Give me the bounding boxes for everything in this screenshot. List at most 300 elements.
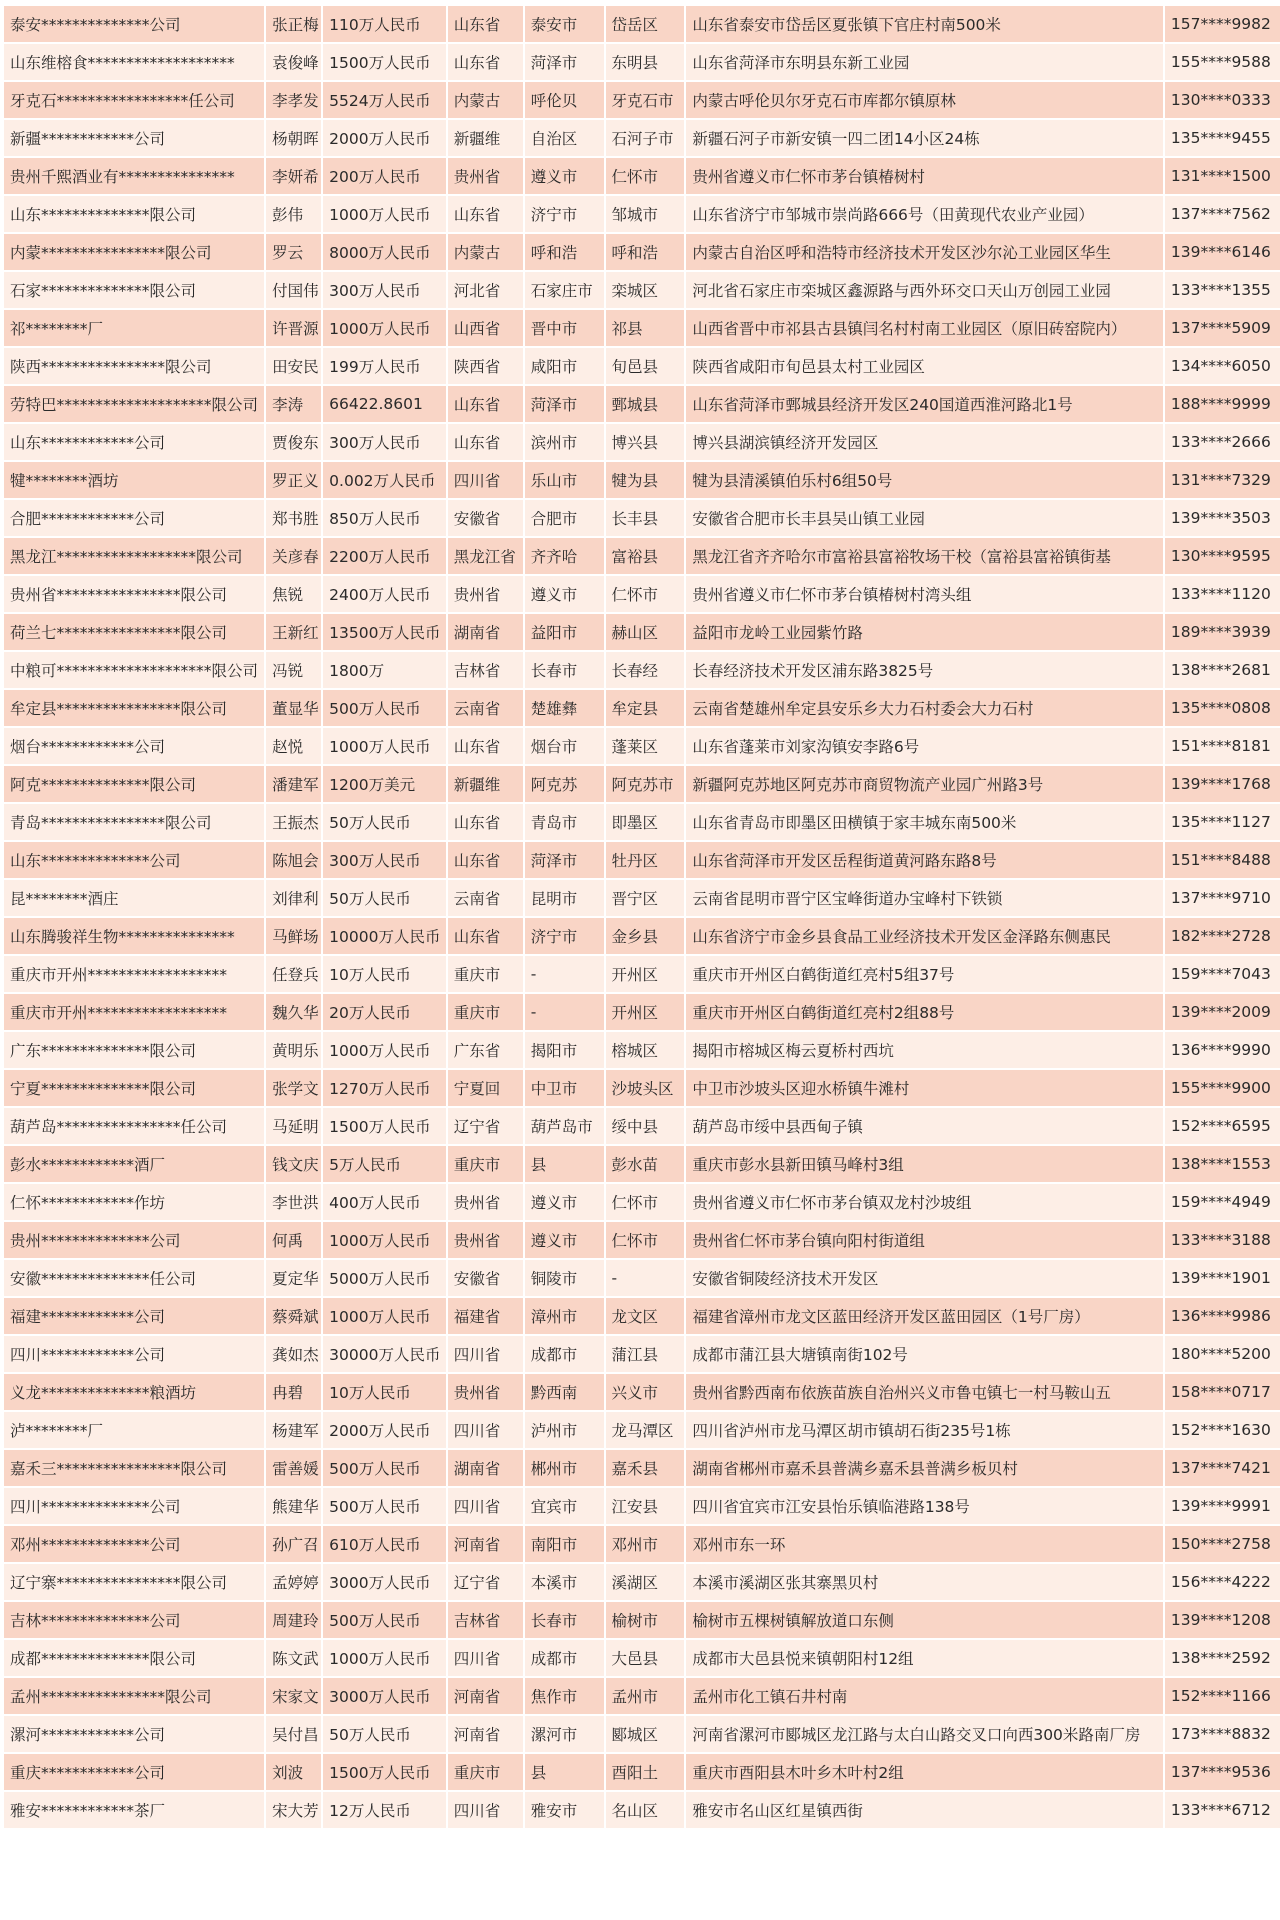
province-cell[interactable]: 重庆市 [448,1754,523,1790]
province-cell[interactable]: 山东省 [448,6,523,42]
province-cell[interactable]: 山西省 [448,310,523,346]
city-cell[interactable]: 县 [525,1754,604,1790]
province-cell[interactable]: 云南省 [448,880,523,916]
phone-cell[interactable]: 139****1208 [1165,1602,1280,1638]
legal-representative-cell[interactable]: 付国伟 [266,272,321,308]
registered-capital-cell[interactable]: 10000万人民币 [323,918,446,954]
province-cell[interactable]: 山东省 [448,842,523,878]
legal-representative-cell[interactable]: 任登兵 [266,956,321,992]
company-name-cell[interactable]: 雅安************茶厂 [4,1792,264,1828]
registered-capital-cell[interactable]: 1500万人民币 [323,1108,446,1144]
province-cell[interactable]: 福建省 [448,1298,523,1334]
legal-representative-cell[interactable]: 陈旭会 [266,842,321,878]
phone-cell[interactable]: 137****9710 [1165,880,1280,916]
registered-capital-cell[interactable]: 1000万人民币 [323,1640,446,1676]
legal-representative-cell[interactable]: 周建玲 [266,1602,321,1638]
legal-representative-cell[interactable]: 杨朝晖 [266,120,321,156]
address-cell[interactable]: 揭阳市榕城区梅云夏桥村西坑 [686,1032,1163,1068]
legal-representative-cell[interactable]: 李世洪 [266,1184,321,1220]
city-cell[interactable]: 泸州市 [525,1412,604,1448]
district-cell[interactable]: 牟定县 [606,690,685,726]
district-cell[interactable]: 岱岳区 [606,6,685,42]
province-cell[interactable]: 云南省 [448,690,523,726]
legal-representative-cell[interactable]: 宋家文 [266,1678,321,1714]
table-row[interactable] [4,1222,1280,1258]
province-cell[interactable]: 辽宁省 [448,1108,523,1144]
legal-representative-cell[interactable]: 关彦春 [266,538,321,574]
phone-cell[interactable]: 139****9991 [1165,1488,1280,1524]
registered-capital-cell[interactable]: 300万人民币 [323,272,446,308]
city-cell[interactable]: 自治区 [525,120,604,156]
table-row[interactable] [4,1564,1280,1600]
city-cell[interactable]: 益阳市 [525,614,604,650]
company-name-cell[interactable]: 福建************公司 [4,1298,264,1334]
district-cell[interactable]: 大邑县 [606,1640,685,1676]
company-name-cell[interactable]: 牟定县****************限公司 [4,690,264,726]
city-cell[interactable]: 南阳市 [525,1526,604,1562]
legal-representative-cell[interactable]: 雷善媛 [266,1450,321,1486]
table-row[interactable] [4,842,1280,878]
table-row[interactable] [4,1374,1280,1410]
legal-representative-cell[interactable]: 潘建军 [266,766,321,802]
legal-representative-cell[interactable]: 蔡舜斌 [266,1298,321,1334]
city-cell[interactable]: 菏泽市 [525,386,604,422]
company-name-cell[interactable]: 犍********酒坊 [4,462,264,498]
phone-cell[interactable]: 138****1553 [1165,1146,1280,1182]
phone-cell[interactable]: 152****1630 [1165,1412,1280,1448]
company-name-cell[interactable]: 石家**************限公司 [4,272,264,308]
city-cell[interactable]: 咸阳市 [525,348,604,384]
phone-cell[interactable]: 155****9900 [1165,1070,1280,1106]
registered-capital-cell[interactable]: 500万人民币 [323,1450,446,1486]
phone-cell[interactable]: 189****3939 [1165,614,1280,650]
phone-cell[interactable]: 152****6595 [1165,1108,1280,1144]
province-cell[interactable]: 吉林省 [448,652,523,688]
city-cell[interactable]: 长春市 [525,1602,604,1638]
table-row[interactable] [4,994,1280,1030]
city-cell[interactable]: 昆明市 [525,880,604,916]
address-cell[interactable]: 福建省漳州市龙文区蓝田经济开发区蓝田园区（1号厂房） [686,1298,1163,1334]
address-cell[interactable]: 安徽省铜陵经济技术开发区 [686,1260,1163,1296]
company-name-cell[interactable]: 青岛****************限公司 [4,804,264,840]
legal-representative-cell[interactable]: 孟婷婷 [266,1564,321,1600]
address-cell[interactable]: 新疆阿克苏地区阿克苏市商贸物流产业园广州路3号 [686,766,1163,802]
address-cell[interactable]: 山东省泰安市岱岳区夏张镇下官庄村南500米 [686,6,1163,42]
district-cell[interactable]: 长春经 [606,652,685,688]
legal-representative-cell[interactable]: 冯锐 [266,652,321,688]
company-name-cell[interactable]: 贵州**************公司 [4,1222,264,1258]
legal-representative-cell[interactable]: 袁俊峰 [266,44,321,80]
table-row[interactable] [4,6,1280,42]
company-name-cell[interactable]: 黑龙江******************限公司 [4,538,264,574]
registered-capital-cell[interactable]: 8000万人民币 [323,234,446,270]
table-row[interactable] [4,766,1280,802]
registered-capital-cell[interactable]: 5000万人民币 [323,1260,446,1296]
district-cell[interactable]: 酉阳土 [606,1754,685,1790]
legal-representative-cell[interactable]: 熊建华 [266,1488,321,1524]
city-cell[interactable]: 漳州市 [525,1298,604,1334]
district-cell[interactable]: 嘉禾县 [606,1450,685,1486]
table-row[interactable] [4,310,1280,346]
registered-capital-cell[interactable]: 1200万美元 [323,766,446,802]
city-cell[interactable]: 合肥市 [525,500,604,536]
legal-representative-cell[interactable]: 马鲜场 [266,918,321,954]
phone-cell[interactable]: 137****9536 [1165,1754,1280,1790]
company-name-cell[interactable]: 烟台************公司 [4,728,264,764]
city-cell[interactable]: - [525,994,604,1030]
legal-representative-cell[interactable]: 董显华 [266,690,321,726]
phone-cell[interactable]: 138****2681 [1165,652,1280,688]
registered-capital-cell[interactable]: 1000万人民币 [323,1222,446,1258]
company-name-cell[interactable]: 辽宁寨****************限公司 [4,1564,264,1600]
district-cell[interactable]: 溪湖区 [606,1564,685,1600]
district-cell[interactable]: 开州区 [606,994,685,1030]
legal-representative-cell[interactable]: 李孝发 [266,82,321,118]
table-row[interactable] [4,272,1280,308]
table-row[interactable] [4,1526,1280,1562]
address-cell[interactable]: 重庆市酉阳县木叶乡木叶村2组 [686,1754,1163,1790]
table-row[interactable] [4,1412,1280,1448]
company-name-cell[interactable]: 山东腾骏祥生物*************** [4,918,264,954]
district-cell[interactable]: 蓬莱区 [606,728,685,764]
city-cell[interactable]: 铜陵市 [525,1260,604,1296]
city-cell[interactable]: 漯河市 [525,1716,604,1752]
province-cell[interactable]: 内蒙古 [448,234,523,270]
registered-capital-cell[interactable]: 1500万人民币 [323,44,446,80]
address-cell[interactable]: 安徽省合肥市长丰县吴山镇工业园 [686,500,1163,536]
city-cell[interactable]: 县 [525,1146,604,1182]
company-name-cell[interactable]: 山东维榕食******************* [4,44,264,80]
district-cell[interactable]: 开州区 [606,956,685,992]
registered-capital-cell[interactable]: 850万人民币 [323,500,446,536]
phone-cell[interactable]: 188****9999 [1165,386,1280,422]
table-row[interactable] [4,1754,1280,1790]
company-name-cell[interactable]: 孟州****************限公司 [4,1678,264,1714]
address-cell[interactable]: 中卫市沙坡头区迎水桥镇牛滩村 [686,1070,1163,1106]
registered-capital-cell[interactable]: 5524万人民币 [323,82,446,118]
registered-capital-cell[interactable]: 1500万人民币 [323,1754,446,1790]
company-name-cell[interactable]: 泰安**************公司 [4,6,264,42]
city-cell[interactable]: - [525,956,604,992]
address-cell[interactable]: 云南省昆明市晋宁区宝峰街道办宝峰村下铁锁 [686,880,1163,916]
company-name-cell[interactable]: 劳特巴********************限公司 [4,386,264,422]
phone-cell[interactable]: 150****2758 [1165,1526,1280,1562]
registered-capital-cell[interactable]: 500万人民币 [323,1602,446,1638]
company-name-cell[interactable]: 牙克石*****************任公司 [4,82,264,118]
address-cell[interactable]: 山东省菏泽市开发区岳程街道黄河路东路8号 [686,842,1163,878]
registered-capital-cell[interactable]: 2400万人民币 [323,576,446,612]
city-cell[interactable]: 济宁市 [525,196,604,232]
province-cell[interactable]: 重庆市 [448,1146,523,1182]
registered-capital-cell[interactable]: 610万人民币 [323,1526,446,1562]
address-cell[interactable]: 贵州省遵义市仁怀市茅台镇椿树村 [686,158,1163,194]
table-row[interactable] [4,690,1280,726]
province-cell[interactable]: 新疆维 [448,120,523,156]
registered-capital-cell[interactable]: 10万人民币 [323,1374,446,1410]
company-name-cell[interactable]: 安徽**************任公司 [4,1260,264,1296]
district-cell[interactable]: 祁县 [606,310,685,346]
registered-capital-cell[interactable]: 50万人民币 [323,880,446,916]
legal-representative-cell[interactable]: 田安民 [266,348,321,384]
city-cell[interactable]: 石家庄市 [525,272,604,308]
city-cell[interactable]: 楚雄彝 [525,690,604,726]
address-cell[interactable]: 葫芦岛市绥中县西甸子镇 [686,1108,1163,1144]
registered-capital-cell[interactable]: 2200万人民币 [323,538,446,574]
company-name-cell[interactable]: 新疆************公司 [4,120,264,156]
registered-capital-cell[interactable]: 50万人民币 [323,804,446,840]
registered-capital-cell[interactable]: 300万人民币 [323,842,446,878]
table-row[interactable] [4,538,1280,574]
district-cell[interactable]: 富裕县 [606,538,685,574]
company-name-cell[interactable]: 重庆************公司 [4,1754,264,1790]
table-row[interactable] [4,348,1280,384]
province-cell[interactable]: 山东省 [448,728,523,764]
district-cell[interactable]: 邓州市 [606,1526,685,1562]
address-cell[interactable]: 榆树市五棵树镇解放道口东侧 [686,1602,1163,1638]
district-cell[interactable]: 龙文区 [606,1298,685,1334]
province-cell[interactable]: 四川省 [448,1412,523,1448]
phone-cell[interactable]: 131****7329 [1165,462,1280,498]
phone-cell[interactable]: 135****1127 [1165,804,1280,840]
city-cell[interactable]: 烟台市 [525,728,604,764]
province-cell[interactable]: 辽宁省 [448,1564,523,1600]
phone-cell[interactable]: 182****2728 [1165,918,1280,954]
address-cell[interactable]: 雅安市名山区红星镇西街 [686,1792,1163,1828]
legal-representative-cell[interactable]: 夏定华 [266,1260,321,1296]
city-cell[interactable]: 郴州市 [525,1450,604,1486]
phone-cell[interactable]: 133****2666 [1165,424,1280,460]
province-cell[interactable]: 新疆维 [448,766,523,802]
registered-capital-cell[interactable]: 66422.8601 [323,386,446,422]
district-cell[interactable]: 博兴县 [606,424,685,460]
district-cell[interactable]: 龙马潭区 [606,1412,685,1448]
legal-representative-cell[interactable]: 李涛 [266,386,321,422]
phone-cell[interactable]: 139****1768 [1165,766,1280,802]
registered-capital-cell[interactable]: 13500万人民币 [323,614,446,650]
province-cell[interactable]: 山东省 [448,386,523,422]
province-cell[interactable]: 四川省 [448,1640,523,1676]
province-cell[interactable]: 河南省 [448,1716,523,1752]
phone-cell[interactable]: 133****3188 [1165,1222,1280,1258]
phone-cell[interactable]: 136****9986 [1165,1298,1280,1334]
city-cell[interactable]: 成都市 [525,1640,604,1676]
table-row[interactable] [4,918,1280,954]
province-cell[interactable]: 贵州省 [448,1184,523,1220]
company-name-cell[interactable]: 泸********厂 [4,1412,264,1448]
district-cell[interactable]: 呼和浩 [606,234,685,270]
table-row[interactable] [4,1298,1280,1334]
address-cell[interactable]: 重庆市彭水县新田镇马峰村3组 [686,1146,1163,1182]
phone-cell[interactable]: 130****0333 [1165,82,1280,118]
legal-representative-cell[interactable]: 何禹 [266,1222,321,1258]
city-cell[interactable]: 黔西南 [525,1374,604,1410]
province-cell[interactable]: 宁夏回 [448,1070,523,1106]
table-row[interactable] [4,1070,1280,1106]
province-cell[interactable]: 内蒙古 [448,82,523,118]
table-row[interactable] [4,614,1280,650]
phone-cell[interactable]: 156****4222 [1165,1564,1280,1600]
company-name-cell[interactable]: 山东**************限公司 [4,196,264,232]
district-cell[interactable]: 旬邑县 [606,348,685,384]
registered-capital-cell[interactable]: 0.002万人民币 [323,462,446,498]
address-cell[interactable]: 犍为县清溪镇伯乐村6组50号 [686,462,1163,498]
phone-cell[interactable]: 180****5200 [1165,1336,1280,1372]
district-cell[interactable]: 绥中县 [606,1108,685,1144]
city-cell[interactable]: 成都市 [525,1336,604,1372]
city-cell[interactable]: 葫芦岛市 [525,1108,604,1144]
address-cell[interactable]: 本溪市溪湖区张其寨黑贝村 [686,1564,1163,1600]
phone-cell[interactable]: 155****9588 [1165,44,1280,80]
company-name-cell[interactable]: 祁********厂 [4,310,264,346]
legal-representative-cell[interactable]: 黄明乐 [266,1032,321,1068]
province-cell[interactable]: 山东省 [448,196,523,232]
company-name-cell[interactable]: 重庆市开州****************** [4,956,264,992]
address-cell[interactable]: 四川省泸州市龙马潭区胡市镇胡石街235号1栋 [686,1412,1163,1448]
address-cell[interactable]: 河南省漯河市郾城区龙江路与太白山路交叉口向西300米路南厂房 [686,1716,1163,1752]
company-name-cell[interactable]: 邓州**************公司 [4,1526,264,1562]
province-cell[interactable]: 河南省 [448,1678,523,1714]
district-cell[interactable]: 江安县 [606,1488,685,1524]
city-cell[interactable]: 菏泽市 [525,842,604,878]
address-cell[interactable]: 新疆石河子市新安镇一四二团14小区24栋 [686,120,1163,156]
address-cell[interactable]: 湖南省郴州市嘉禾县普满乡嘉禾县普满乡板贝村 [686,1450,1163,1486]
district-cell[interactable]: 仁怀市 [606,576,685,612]
legal-representative-cell[interactable]: 马延明 [266,1108,321,1144]
registered-capital-cell[interactable]: 1000万人民币 [323,1032,446,1068]
table-row[interactable] [4,1640,1280,1676]
province-cell[interactable]: 河北省 [448,272,523,308]
phone-cell[interactable]: 134****6050 [1165,348,1280,384]
table-row[interactable] [4,462,1280,498]
province-cell[interactable]: 湖南省 [448,1450,523,1486]
phone-cell[interactable]: 159****4949 [1165,1184,1280,1220]
district-cell[interactable]: 即墨区 [606,804,685,840]
address-cell[interactable]: 山东省菏泽市东明县东新工业园 [686,44,1163,80]
legal-representative-cell[interactable]: 宋大芳 [266,1792,321,1828]
district-cell[interactable]: 东明县 [606,44,685,80]
registered-capital-cell[interactable]: 1000万人民币 [323,728,446,764]
legal-representative-cell[interactable]: 刘律利 [266,880,321,916]
table-row[interactable] [4,500,1280,536]
district-cell[interactable]: 郾城区 [606,1716,685,1752]
table-row[interactable] [4,196,1280,232]
phone-cell[interactable]: 158****0717 [1165,1374,1280,1410]
company-name-cell[interactable]: 吉林**************公司 [4,1602,264,1638]
company-name-cell[interactable]: 嘉禾三****************限公司 [4,1450,264,1486]
legal-representative-cell[interactable]: 焦锐 [266,576,321,612]
company-name-cell[interactable]: 成都**************限公司 [4,1640,264,1676]
city-cell[interactable]: 本溪市 [525,1564,604,1600]
province-cell[interactable]: 四川省 [448,1792,523,1828]
table-row[interactable] [4,804,1280,840]
province-cell[interactable]: 河南省 [448,1526,523,1562]
address-cell[interactable]: 黑龙江省齐齐哈尔市富裕县富裕牧场干校（富裕县富裕镇街基 [686,538,1163,574]
city-cell[interactable]: 阿克苏 [525,766,604,802]
province-cell[interactable]: 吉林省 [448,1602,523,1638]
district-cell[interactable]: 犍为县 [606,462,685,498]
company-name-cell[interactable]: 广东**************限公司 [4,1032,264,1068]
city-cell[interactable]: 遵义市 [525,158,604,194]
address-cell[interactable]: 益阳市龙岭工业园紫竹路 [686,614,1163,650]
province-cell[interactable]: 四川省 [448,462,523,498]
phone-cell[interactable]: 159****7043 [1165,956,1280,992]
province-cell[interactable]: 安徽省 [448,500,523,536]
district-cell[interactable]: 榕城区 [606,1032,685,1068]
table-row[interactable] [4,1108,1280,1144]
legal-representative-cell[interactable]: 贾俊东 [266,424,321,460]
phone-cell[interactable]: 139****6146 [1165,234,1280,270]
legal-representative-cell[interactable]: 王新红 [266,614,321,650]
registered-capital-cell[interactable]: 20万人民币 [323,994,446,1030]
phone-cell[interactable]: 173****8832 [1165,1716,1280,1752]
table-row[interactable] [4,1032,1280,1068]
city-cell[interactable]: 呼和浩 [525,234,604,270]
table-row[interactable] [4,1602,1280,1638]
company-name-cell[interactable]: 贵州省****************限公司 [4,576,264,612]
legal-representative-cell[interactable]: 魏久华 [266,994,321,1030]
phone-cell[interactable]: 157****9982 [1165,6,1280,42]
registered-capital-cell[interactable]: 500万人民币 [323,690,446,726]
table-row[interactable] [4,82,1280,118]
phone-cell[interactable]: 151****8488 [1165,842,1280,878]
legal-representative-cell[interactable]: 刘波 [266,1754,321,1790]
city-cell[interactable]: 泰安市 [525,6,604,42]
company-name-cell[interactable]: 山东************公司 [4,424,264,460]
address-cell[interactable]: 山西省晋中市祁县古县镇闫名村村南工业园区（原旧砖窑院内） [686,310,1163,346]
city-cell[interactable]: 呼伦贝 [525,82,604,118]
district-cell[interactable]: 孟州市 [606,1678,685,1714]
district-cell[interactable]: 邹城市 [606,196,685,232]
city-cell[interactable]: 济宁市 [525,918,604,954]
province-cell[interactable]: 安徽省 [448,1260,523,1296]
table-row[interactable] [4,576,1280,612]
legal-representative-cell[interactable]: 冉碧 [266,1374,321,1410]
registered-capital-cell[interactable]: 12万人民币 [323,1792,446,1828]
city-cell[interactable]: 长春市 [525,652,604,688]
phone-cell[interactable]: 139****3503 [1165,500,1280,536]
address-cell[interactable]: 云南省楚雄州牟定县安乐乡大力石村委会大力石村 [686,690,1163,726]
company-name-cell[interactable]: 四川**************公司 [4,1488,264,1524]
legal-representative-cell[interactable]: 彭伟 [266,196,321,232]
address-cell[interactable]: 成都市大邑县悦来镇朝阳村12组 [686,1640,1163,1676]
district-cell[interactable]: 阿克苏市 [606,766,685,802]
legal-representative-cell[interactable]: 许晋源 [266,310,321,346]
registered-capital-cell[interactable]: 10万人民币 [323,956,446,992]
city-cell[interactable]: 遵义市 [525,1222,604,1258]
company-name-cell[interactable]: 内蒙****************限公司 [4,234,264,270]
phone-cell[interactable]: 130****9595 [1165,538,1280,574]
legal-representative-cell[interactable]: 赵悦 [266,728,321,764]
district-cell[interactable]: 蒲江县 [606,1336,685,1372]
company-name-cell[interactable]: 阿克**************限公司 [4,766,264,802]
city-cell[interactable]: 中卫市 [525,1070,604,1106]
legal-representative-cell[interactable]: 张学文 [266,1070,321,1106]
phone-cell[interactable]: 139****1901 [1165,1260,1280,1296]
province-cell[interactable]: 贵州省 [448,1374,523,1410]
address-cell[interactable]: 贵州省遵义市仁怀市茅台镇双龙村沙坡组 [686,1184,1163,1220]
phone-cell[interactable]: 151****8181 [1165,728,1280,764]
address-cell[interactable]: 成都市蒲江县大塘镇南街102号 [686,1336,1163,1372]
address-cell[interactable]: 邓州市东一环 [686,1526,1163,1562]
legal-representative-cell[interactable]: 陈文武 [266,1640,321,1676]
company-name-cell[interactable]: 漯河************公司 [4,1716,264,1752]
address-cell[interactable]: 贵州省黔西南布依族苗族自治州兴义市鲁屯镇七一村马鞍山五 [686,1374,1163,1410]
province-cell[interactable]: 山东省 [448,44,523,80]
table-row[interactable] [4,728,1280,764]
province-cell[interactable]: 陕西省 [448,348,523,384]
legal-representative-cell[interactable]: 郑书胜 [266,500,321,536]
legal-representative-cell[interactable]: 龚如杰 [266,1336,321,1372]
